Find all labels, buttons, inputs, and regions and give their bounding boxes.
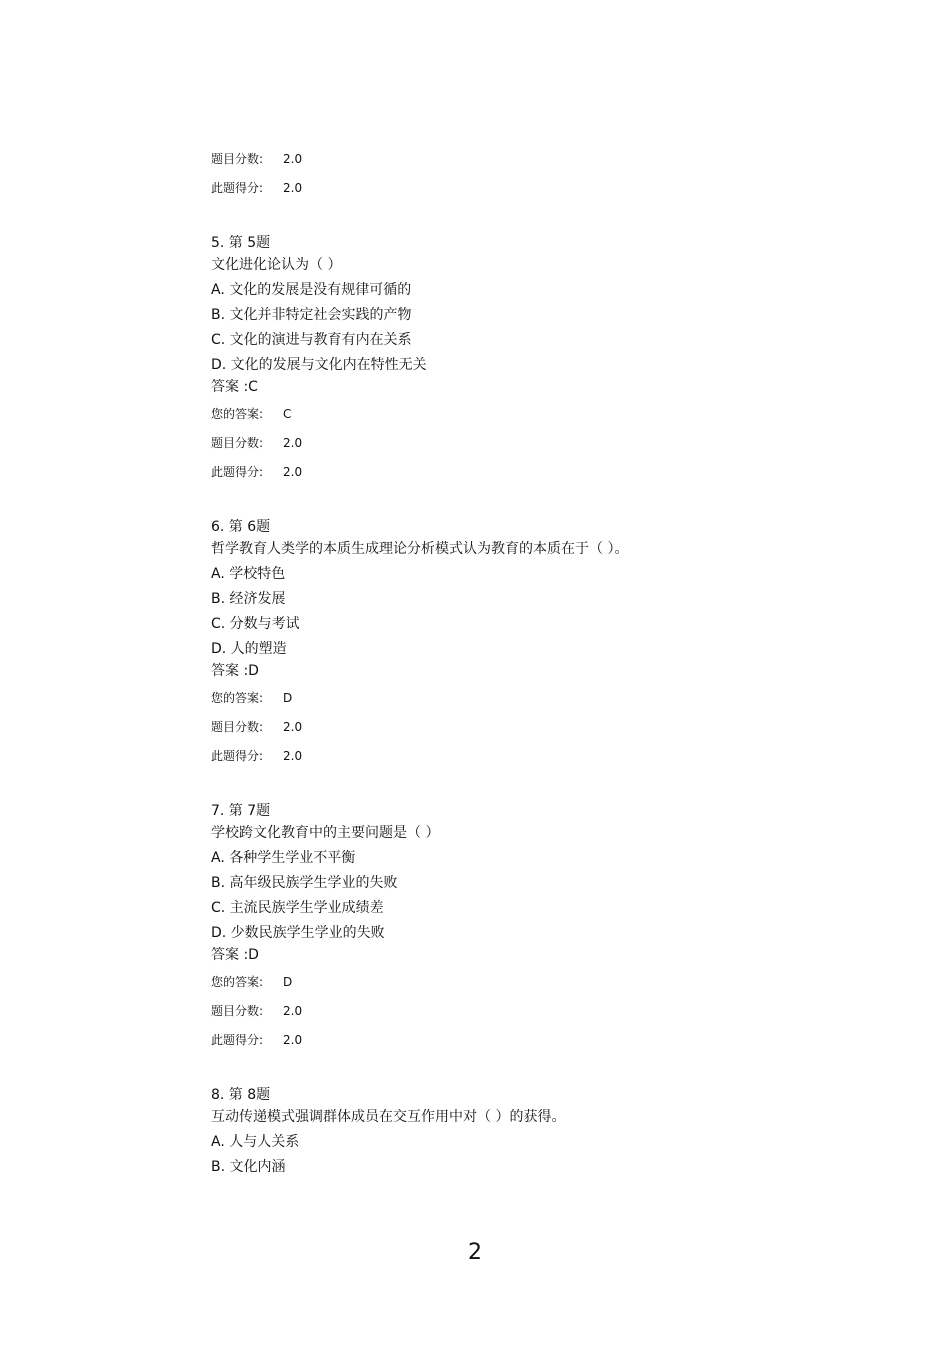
earned-row [211, 179, 831, 208]
document-body [211, 150, 831, 1181]
earned-value: 2.0 [283, 181, 303, 195]
question-6 [211, 516, 831, 776]
option-a: A. 文化的发展是没有规律可循的 [211, 282, 412, 298]
earned-label: 此题得分: [211, 749, 264, 763]
question-text: 互动传递模式强调群体成员在交互作用中对（ ）的获得。 [211, 1109, 566, 1125]
your-answer-label: 您的答案: [211, 691, 264, 705]
answer-value: D [248, 663, 259, 679]
option-b: B. 高年级民族学生学业的失败 [211, 875, 398, 891]
answer-label: 答案 : [211, 663, 249, 679]
option-c: C. 主流民族学生学业成绩差 [211, 900, 384, 916]
option-a: A. 学校特色 [211, 566, 286, 582]
option-b: B. 经济发展 [211, 591, 286, 607]
question-text: 学校跨文化教育中的主要问题是（ ） [211, 825, 440, 841]
earned-row [211, 463, 831, 492]
option-d: D. 文化的发展与文化内在特性无关 [211, 357, 427, 373]
answer-label: 答案 : [211, 947, 249, 963]
correct-answer [211, 944, 831, 966]
question-text: 哲学教育人类学的本质生成理论分析模式认为教育的本质在于（ ）。 [211, 541, 629, 557]
score-value: 2.0 [283, 152, 303, 166]
score-row [211, 434, 831, 463]
earned-value: 2.0 [283, 465, 303, 479]
question-heading: 8. 第 8题 [211, 1087, 271, 1103]
answer-value: C [248, 379, 258, 395]
score-value: 2.0 [283, 436, 303, 450]
question-heading: 7. 第 7题 [211, 803, 271, 819]
score-row [211, 1002, 831, 1031]
score-row [211, 150, 831, 179]
question-heading: 5. 第 5题 [211, 235, 271, 251]
your-answer-label: 您的答案: [211, 975, 264, 989]
option-a: A. 各种学生学业不平衡 [211, 850, 356, 866]
option-d: D. 人的塑造 [211, 641, 287, 657]
earned-label: 此题得分: [211, 465, 264, 479]
question-heading: 6. 第 6题 [211, 519, 271, 535]
earned-label: 此题得分: [211, 181, 264, 195]
score-value: 2.0 [283, 1004, 303, 1018]
your-answer-label: 您的答案: [211, 407, 264, 421]
your-answer-row [211, 689, 831, 718]
question-7 [211, 800, 831, 1060]
question-8 [211, 1084, 831, 1181]
answer-label: 答案 : [211, 379, 249, 395]
earned-label: 此题得分: [211, 1033, 264, 1047]
earned-value: 2.0 [283, 1033, 303, 1047]
option-c: C. 分数与考试 [211, 616, 300, 632]
your-answer-value: D [283, 691, 293, 705]
question-5 [211, 232, 831, 492]
score-row [211, 718, 831, 747]
score-label: 题目分数: [211, 152, 264, 166]
option-b: B. 文化内涵 [211, 1159, 286, 1175]
option-b: B. 文化并非特定社会实践的产物 [211, 307, 412, 323]
earned-row [211, 1031, 831, 1060]
answer-value: D [248, 947, 259, 963]
option-c: C. 文化的演进与教育有内在关系 [211, 332, 412, 348]
correct-answer [211, 376, 831, 398]
score-label: 题目分数: [211, 436, 264, 450]
your-answer-row [211, 973, 831, 1002]
option-d: D. 少数民族学生学业的失败 [211, 925, 385, 941]
score-label: 题目分数: [211, 720, 264, 734]
earned-value: 2.0 [283, 749, 303, 763]
score-label: 题目分数: [211, 1004, 264, 1018]
your-answer-value: D [283, 975, 293, 989]
your-answer-value: C [283, 407, 292, 421]
option-a: A. 人与人关系 [211, 1134, 300, 1150]
earned-row [211, 747, 831, 776]
question-text: 文化进化论认为（ ） [211, 257, 342, 273]
correct-answer [211, 660, 831, 682]
score-value: 2.0 [283, 720, 303, 734]
page-number: 2 [468, 1240, 482, 1265]
your-answer-row [211, 405, 831, 434]
